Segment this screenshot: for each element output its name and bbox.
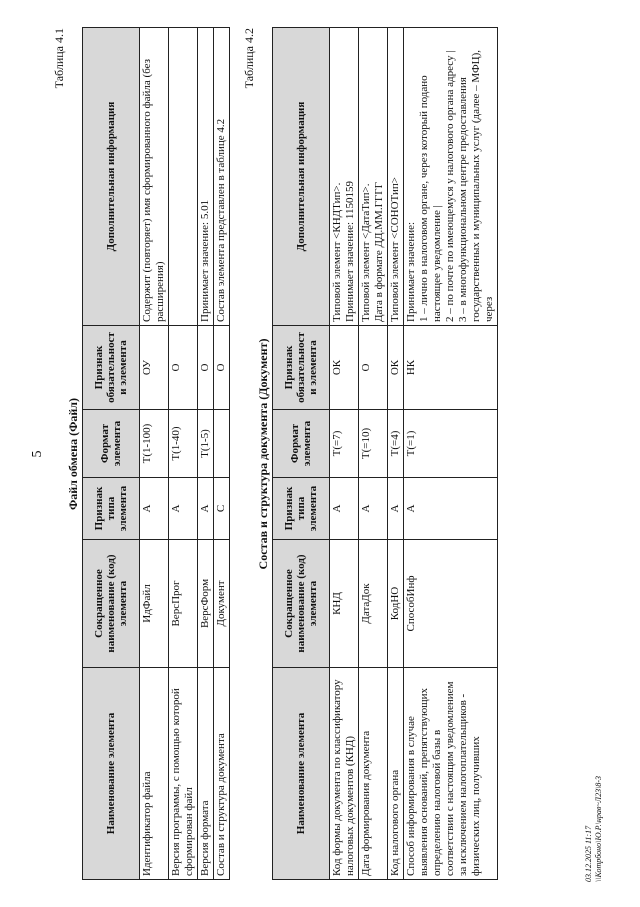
table-cell: T(=7) <box>330 409 359 477</box>
table-4-1-title: Файл обмена (Файл) <box>66 397 80 510</box>
table-cell: Принимает значение: 5.01 <box>198 27 214 325</box>
table-cell: А <box>140 477 169 539</box>
footer-path: \\Котрбоно\Ю.Р.\нрав~Л23\8-3 <box>594 775 603 882</box>
table-cell: Типовой элемент <КНДТип>. Принимает значение: 1150159 <box>330 27 359 325</box>
table-cell: Состав элемента представлен в таблице 4.2 <box>214 27 230 325</box>
table-cell: ВерсФорм <box>198 539 214 667</box>
table-cell: О <box>214 325 230 409</box>
footer-stamp <box>584 776 604 882</box>
table-cell: T(1-5) <box>198 409 214 477</box>
table-cell: А <box>404 477 498 539</box>
table-cell: А <box>388 477 404 539</box>
table-4-1-number: Таблица 4.1 <box>52 27 66 88</box>
table-cell: Содержит (повторяет) имя сформированного файла (без расширения) <box>140 27 169 325</box>
table-cell: А <box>330 477 359 539</box>
column-header: Признак обязательности элемента <box>83 325 140 409</box>
table-row <box>198 27 214 879</box>
table-cell: СпособИнф <box>404 539 498 667</box>
table-cell: ОК <box>330 325 359 409</box>
column-header: Дополнительная информация <box>273 27 330 325</box>
table-cell: ВерсПрог <box>169 539 198 667</box>
table-cell: Код формы документа по классификатору налоговых документов (КНД) <box>330 667 359 879</box>
table-cell: А <box>169 477 198 539</box>
table-row <box>214 27 230 879</box>
table-cell <box>214 409 230 477</box>
table-cell: Версия формата <box>198 667 214 879</box>
table-row <box>140 27 169 879</box>
table-row <box>404 27 498 879</box>
table-row <box>169 27 198 879</box>
column-header: Сокращенное наименование (код) элемента <box>273 539 330 667</box>
table-cell: Идентификатор файла <box>140 667 169 879</box>
table-cell: ОУ <box>140 325 169 409</box>
table-cell <box>169 27 198 325</box>
column-header: Формат элемента <box>83 409 140 477</box>
table-row <box>330 27 359 879</box>
table-cell: О <box>359 325 388 409</box>
table-cell: Дата формирования документа <box>359 667 388 879</box>
table-4-2-title: Состав и структура документа (Документ) <box>256 338 270 569</box>
table-cell: Версия программы, с помощью которой сформирован файл <box>169 667 198 879</box>
table-cell: С <box>214 477 230 539</box>
table-cell: T(=10) <box>359 409 388 477</box>
table-cell: Код налогового органа <box>388 667 404 879</box>
table-cell: Документ <box>214 539 230 667</box>
table-cell: T(=4) <box>388 409 404 477</box>
column-header: Признак типа элемента <box>83 477 140 539</box>
table-cell: Состав и структура документа <box>214 667 230 879</box>
table-cell: КодНО <box>388 539 404 667</box>
table-cell: Типовой элемент <СОНОТип> <box>388 27 404 325</box>
table-cell: КНД <box>330 539 359 667</box>
table-cell: Способ информирования в случае выявления оснований, препятствующих определению налоговой базы в соответствии с настоящим уведомлением за исключением налогоплательщиков - физических лиц, получивших <box>404 667 498 879</box>
column-header: Наименование элемента <box>273 667 330 879</box>
table-cell: О <box>198 325 214 409</box>
table-cell: Принимает значение: 1 – лично в налоговом органе, через который подано настоящее уведомление | 2 – по почте по имеющемуся у налогового органа адресу | 3 – в многофункциональном центре предоставления государственных и муниципальных услуг (далее – МФЦ), через <box>404 27 498 325</box>
table-4-2-number: Таблица 4.2 <box>242 27 256 88</box>
column-header: Признак типа элемента <box>273 477 330 539</box>
column-header: Наименование элемента <box>83 667 140 879</box>
column-header: Дополнительная информация <box>83 27 140 325</box>
table-cell: О <box>169 325 198 409</box>
table-cell: Типовой элемент <ДатаТип>. Дата в формате ДД.ММ.ГГГГ <box>359 27 388 325</box>
table-4-1 <box>82 27 230 880</box>
column-header: Формат элемента <box>273 409 330 477</box>
table-cell: А <box>359 477 388 539</box>
table-cell: T(=1) <box>404 409 498 477</box>
table-cell: T(1-40) <box>169 409 198 477</box>
page-number: 5 <box>30 450 45 457</box>
table-cell: НК <box>404 325 498 409</box>
table-cell: ОК <box>388 325 404 409</box>
table-row <box>359 27 388 879</box>
table-cell: ДатаДок <box>359 539 388 667</box>
table-cell: А <box>198 477 214 539</box>
table-cell: ИдФайл <box>140 539 169 667</box>
table-4-2 <box>272 27 498 880</box>
column-header: Сокращенное наименование (код) элемента <box>83 539 140 667</box>
footer-date: 03.12.2025 11:17 <box>584 825 593 882</box>
table-header-row <box>273 27 330 879</box>
column-header: Признак обязательности элемента <box>273 325 330 409</box>
table-cell: T(1-100) <box>140 409 169 477</box>
table-row <box>388 27 404 879</box>
document-page <box>20 14 620 894</box>
table-header-row <box>83 27 140 879</box>
